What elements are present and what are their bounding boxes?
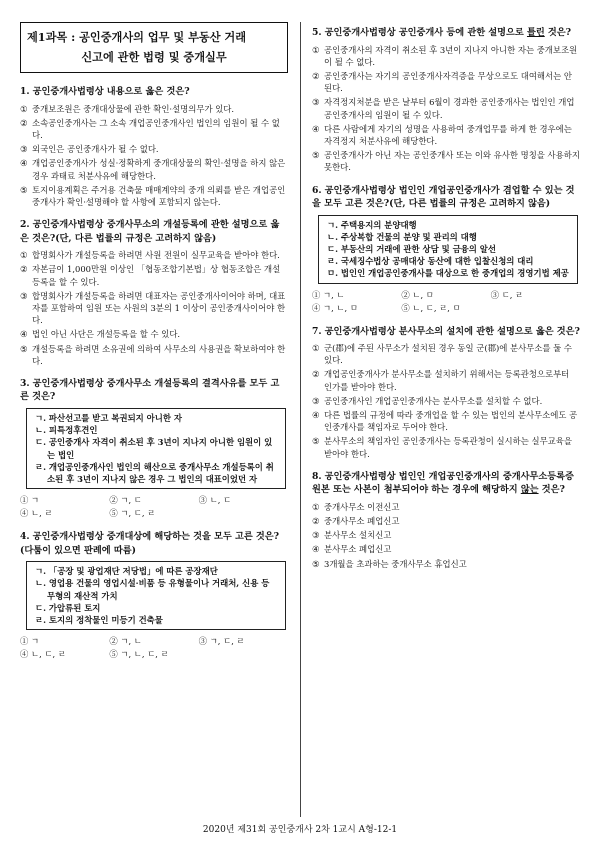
option-3[interactable]: ③ 외국인은 공인중개사가 될 수 없다.: [20, 144, 159, 155]
answer-choices: [312, 289, 580, 315]
question-title: 4. 공인중개사법령상 중개대상에 해당하는 것을 모두 고른 것은?(다툼이 있으면 판례에 따름): [20, 531, 280, 556]
statement-box: [26, 408, 286, 489]
statement-item: ㄱ. 주택용지의 분양대행: [327, 219, 417, 230]
option-2[interactable]: ② 소속공인중개사는 그 소속 개업공인중개사인 법인의 임원이 될 수 없다.: [20, 117, 280, 140]
option-5[interactable]: ⑤ 개설등록을 하려면 소유권에 의하여 사무소의 사용권을 확보하여야 한다.: [20, 343, 286, 366]
subject-title-line1: 제1과목 : 공인중개사의 업무 및 부동산 거래: [27, 30, 247, 44]
question-title: 1. 공인중개사법령상 내용으로 옳은 것은?: [20, 86, 190, 97]
statement-item: ㄱ. 파산선고를 받고 복권되지 아니한 자: [35, 412, 182, 423]
option-4[interactable]: ④ 다른 법률의 규정에 따라 중개업을 할 수 있는 법인의 분사무소에도 공인중개사를 책임자로 두어야 한다.: [312, 410, 578, 433]
choice-1[interactable]: ① ㄱ: [20, 495, 40, 506]
option-5[interactable]: ⑤ 3개월을 초과하는 중개사무소 휴업신고: [312, 558, 467, 569]
question-3: [20, 377, 288, 520]
column-divider: [300, 22, 301, 817]
question-4: [20, 530, 288, 661]
subject-title-line2: 신고에 관한 법령 및 중개실무: [81, 50, 227, 64]
question-title: 6. 공인중개사법령상 법인인 개업공인중개사가 겸업할 수 있는 것을 모두 고른 것은?(단, 다른 법률의 규정은 고려하지 않음): [312, 184, 575, 210]
statement-item: ㄹ. 토지의 정착물인 미등기 건축물: [35, 614, 163, 625]
option-3[interactable]: ③ 합명회사가 개설등록을 하려면 대표자는 공인중개사이어야 하며, 대표자를 포함하여 임원 또는 사원의 3분의 1 이상이 공인중개사이어야 한다.: [20, 290, 286, 326]
page-footer: 2020년 제31회 공인중개사 2차 1교시 A형-12-1: [202, 825, 398, 835]
option-5[interactable]: ⑤ 공인중개사가 아닌 자는 공인중개사 또는 이와 유사한 명칭을 사용하지 못한다.: [312, 150, 580, 173]
right-column: [312, 22, 580, 580]
statement-item: ㄷ. 가압류된 토지: [35, 602, 101, 613]
statement-item: ㄴ. 주상복합 건물의 분양 및 관리의 대행: [327, 231, 477, 242]
choice-2[interactable]: ② ㄱ, ㄴ: [109, 636, 142, 647]
choice-2[interactable]: ② ㄱ, ㄷ: [109, 495, 142, 506]
choice-5[interactable]: ⑤ ㄱ, ㄷ, ㄹ: [109, 508, 156, 519]
choice-3[interactable]: ③ ㄱ, ㄷ, ㄹ: [198, 636, 245, 647]
statement-item: ㄴ. 피특정후견인: [35, 425, 98, 436]
option-4[interactable]: ④ 분사무소 폐업신고: [312, 544, 392, 555]
question-2: [20, 218, 288, 367]
subject-header-box: [20, 22, 288, 73]
question-6: [312, 184, 580, 315]
statement-item: ㄹ. 개업공인중개사인 법인의 해산으로 중개사무소 개설등록이 취소된 후 3년이 지나지 않은 경우 그 법인의 대표이었던 자: [35, 461, 274, 484]
question-title: 7. 공인중개사법령상 분사무소의 설치에 관한 설명으로 옳은 것은?: [312, 325, 580, 337]
question-5: [312, 26, 580, 174]
statement-item: ㄱ. 「공장 및 광업재단 저당법」에 따른 공장재단: [35, 566, 218, 577]
option-1[interactable]: ① 중개사무소 이전신고: [312, 501, 400, 512]
option-4[interactable]: ④ 다른 사람에게 자기의 성명을 사용하여 중개업무를 하게 한 경우에는 자격정지 처분사유에 해당한다.: [312, 123, 572, 146]
option-4[interactable]: ④ 법인 아닌 사단은 개설등록을 할 수 있다.: [20, 329, 181, 340]
option-3[interactable]: ③ 공인중개사인 개업공인중개사는 분사무소를 설치할 수 없다.: [312, 395, 543, 406]
left-column: [20, 22, 288, 671]
choice-5[interactable]: ⑤ ㄱ, ㄴ, ㄷ, ㄹ: [109, 649, 169, 660]
statement-item: ㄴ. 영업용 건물의 영업시설·비품 등 유형물이나 거래처, 신용 등 무형의 재산적 가치: [35, 578, 270, 601]
option-1[interactable]: ① 중개보조원은 중개대상물에 관한 확인·설명의무가 있다.: [20, 103, 235, 114]
option-3[interactable]: ③ 자격정지처분을 받은 날부터 6월이 경과한 공인중개사는 법인인 개업공인중개사의 임원이 될 수 있다.: [312, 97, 575, 120]
choice-4[interactable]: ④ ㄴ, ㄷ, ㄹ: [20, 649, 66, 660]
option-4[interactable]: ④ 개업공인중개사가 성실·정확하게 중개대상물의 확인·설명을 하지 않은 경우 과태료 처분사유에 해당한다.: [20, 158, 286, 181]
question-7: [312, 325, 580, 460]
question-title: 3. 공인중개사법령상 중개사무소 개설등록의 결격사유를 모두 고른 것은?: [20, 377, 280, 403]
statement-box: [26, 561, 286, 630]
choice-4[interactable]: ④ ㄴ, ㄹ: [20, 508, 53, 519]
choice-4[interactable]: ④ ㄱ, ㄴ, ㅁ: [312, 302, 358, 313]
choice-5[interactable]: ⑤ ㄴ, ㄷ, ㄹ, ㅁ: [401, 302, 461, 313]
statement-item: ㄷ. 공인중개사 자격이 취소된 후 3년이 지나지 아니한 임원이 있는 법인: [35, 437, 273, 460]
question-1: [20, 85, 288, 208]
option-1[interactable]: ① 공인중개사의 자격이 취소된 후 3년이 지나지 아니한 자는 중개보조원이 될 수 없다.: [312, 44, 578, 67]
choice-1[interactable]: ① ㄱ: [20, 636, 40, 647]
question-title: 5. 공인중개사법령상 공인중개사 등에 관한 설명으로 틀린 것은?: [312, 27, 572, 38]
option-2[interactable]: ② 중개사무소 폐업신고: [312, 516, 400, 527]
choice-2[interactable]: ② ㄴ, ㅁ: [401, 289, 434, 300]
option-3[interactable]: ③ 분사무소 설치신고: [312, 530, 392, 541]
option-2[interactable]: ② 자본금이 1,000만원 이상인 「협동조합기본법」상 협동조합은 개설등록을 할 수 있다.: [20, 264, 281, 287]
answer-choices: [20, 494, 288, 520]
statement-box: [318, 215, 578, 284]
option-5[interactable]: ⑤ 분사무소의 책임자인 공인중개사는 등록관청이 실시하는 실무교육을 받아야 한다.: [312, 436, 572, 459]
statement-item: ㄷ. 부동산의 거래에 관한 상담 및 금융의 알선: [327, 243, 496, 254]
answer-choices: [20, 635, 288, 661]
choice-3[interactable]: ③ ㄷ, ㄹ: [490, 289, 524, 300]
question-title: 2. 공인중개사법령상 중개사무소의 개설등록에 관한 설명으로 옳은 것은?(단, 다른 법률의 규정은 고려하지 않음): [20, 219, 280, 244]
option-1[interactable]: ① 군(郡)에 주된 사무소가 설치된 경우 동일 군(郡)에 분사무소를 둘 수 있다.: [312, 343, 572, 366]
question-8: [312, 470, 580, 570]
option-1[interactable]: ① 합명회사가 개설등록을 하려면 사원 전원이 실무교육을 받아야 한다.: [20, 250, 280, 261]
option-2[interactable]: ② 공인중개사는 자기의 공인중개사자격증을 무상으로도 대여해서는 안된다.: [312, 70, 572, 94]
statement-item: ㅁ. 법인인 개업공인중개사를 대상으로 한 중개업의 경영기법 제공: [327, 268, 569, 279]
choice-3[interactable]: ③ ㄴ, ㄷ: [198, 495, 232, 506]
option-2[interactable]: ② 개업공인중개사가 분사무소를 설치하기 위해서는 등록관청으로부터 인가를 받아야 한다.: [312, 369, 570, 392]
choice-1[interactable]: ① ㄱ, ㄴ: [312, 289, 345, 300]
statement-item: ㄹ. 국세징수법상 공매대상 동산에 대한 입찰신청의 대리: [327, 256, 534, 267]
option-5[interactable]: ⑤ 토지이용계획은 주거용 건축물 매매계약의 중개 의뢰를 받은 개업공인중개사가 확인·설명해야 할 사항에 포함되지 않는다.: [20, 184, 286, 207]
question-title: 8. 공인중개사법령상 법인인 개업공인중개사의 중개사무소등록증 원본 또는 사본이 첨부되어야 하는 경우에 해당하지 않는 것은?: [312, 470, 574, 496]
